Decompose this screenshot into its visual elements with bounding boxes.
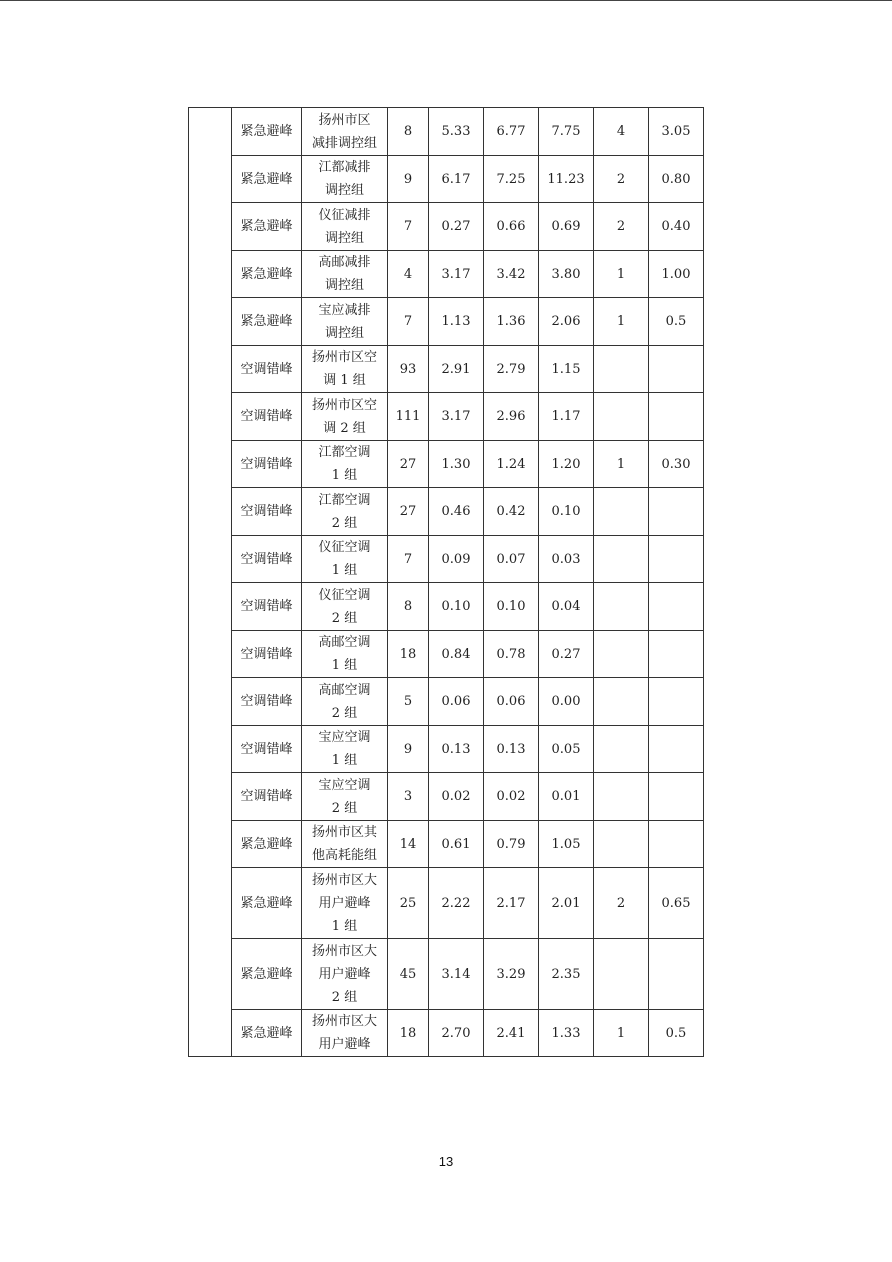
- value-cell-1: 0.02: [429, 773, 484, 821]
- type-cell: 紧急避峰: [232, 203, 302, 251]
- value-cell-5: [649, 346, 704, 393]
- table-row: [189, 773, 704, 821]
- table-row: [189, 393, 704, 441]
- name-cell: [302, 678, 388, 726]
- value-cell-2: 6.77: [484, 108, 539, 156]
- value-cell-2: 0.02: [484, 773, 539, 821]
- type-cell: 空调错峰: [232, 536, 302, 583]
- value-cell-2: 2.41: [484, 1010, 539, 1057]
- value-cell-4: [594, 773, 649, 821]
- type-cell: 紧急避峰: [232, 868, 302, 939]
- name-line: 用户避峰: [318, 1037, 371, 1052]
- value-cell-5: [649, 536, 704, 583]
- name-line: 1 组: [331, 563, 358, 578]
- value-cell-3: 0.69: [539, 203, 594, 251]
- value-cell-1: 2.70: [429, 1010, 484, 1057]
- value-cell-2: 0.06: [484, 678, 539, 726]
- value-cell-3: 0.05: [539, 726, 594, 773]
- value-cell-3: 2.06: [539, 298, 594, 346]
- table-row: [189, 346, 704, 393]
- value-cell-5: 0.80: [649, 156, 704, 203]
- value-cell-3: 1.20: [539, 441, 594, 488]
- type-cell: 空调错峰: [232, 393, 302, 441]
- value-cell-4: 1: [594, 441, 649, 488]
- count-cell: 27: [388, 441, 429, 488]
- type-cell: 紧急避峰: [232, 939, 302, 1010]
- value-cell-1: 0.46: [429, 488, 484, 536]
- value-cell-4: 1: [594, 298, 649, 346]
- name-line: 扬州市区其: [311, 825, 377, 840]
- type-cell: 空调错峰: [232, 726, 302, 773]
- name-cell: [302, 488, 388, 536]
- value-cell-5: [649, 726, 704, 773]
- type-cell: 紧急避峰: [232, 156, 302, 203]
- value-cell-3: 0.01: [539, 773, 594, 821]
- name-line: 调控组: [324, 325, 364, 341]
- name-cell: [302, 536, 388, 583]
- name-cell: [302, 1010, 388, 1057]
- value-cell-5: 0.65: [649, 868, 704, 939]
- value-cell-3: 1.05: [539, 821, 594, 868]
- value-cell-4: [594, 346, 649, 393]
- table-row: [189, 1010, 704, 1057]
- value-cell-2: 0.78: [484, 631, 539, 678]
- name-line: 调控组: [324, 230, 364, 246]
- name-line: 调 2 组: [323, 420, 366, 436]
- value-cell-2: 3.42: [484, 251, 539, 298]
- count-cell: 93: [388, 346, 429, 393]
- value-cell-2: 1.24: [484, 441, 539, 488]
- count-cell: 18: [388, 631, 429, 678]
- value-cell-5: 0.30: [649, 441, 704, 488]
- value-cell-4: [594, 488, 649, 536]
- type-cell: 空调错峰: [232, 346, 302, 393]
- value-cell-4: [594, 678, 649, 726]
- name-cell: [302, 108, 388, 156]
- name-line: 仪征空调: [318, 540, 371, 555]
- value-cell-4: [594, 939, 649, 1010]
- name-cell: [302, 156, 388, 203]
- type-cell: 紧急避峰: [232, 108, 302, 156]
- value-cell-3: 1.33: [539, 1010, 594, 1057]
- value-cell-2: 0.10: [484, 583, 539, 631]
- name-line: 他高耗能组: [311, 848, 377, 863]
- value-cell-5: 3.05: [649, 108, 704, 156]
- value-cell-2: 0.07: [484, 536, 539, 583]
- count-cell: 8: [388, 108, 429, 156]
- name-cell: [302, 821, 388, 868]
- name-line: 宝应空调: [318, 730, 371, 745]
- name-line: 江都减排: [318, 160, 371, 175]
- value-cell-1: 6.17: [429, 156, 484, 203]
- value-cell-4: 1: [594, 1010, 649, 1057]
- value-cell-1: 3.17: [429, 251, 484, 298]
- value-cell-3: 0.04: [539, 583, 594, 631]
- count-cell: 5: [388, 678, 429, 726]
- value-cell-1: 3.14: [429, 939, 484, 1010]
- table-row: [189, 536, 704, 583]
- type-cell: 空调错峰: [232, 631, 302, 678]
- value-cell-2: 1.36: [484, 298, 539, 346]
- name-cell: [302, 868, 388, 939]
- table-row: [189, 441, 704, 488]
- count-cell: 8: [388, 583, 429, 631]
- value-cell-2: 2.17: [484, 868, 539, 939]
- table-row: [189, 298, 704, 346]
- value-cell-2: 0.79: [484, 821, 539, 868]
- table-row: [189, 678, 704, 726]
- value-cell-1: 0.27: [429, 203, 484, 251]
- value-cell-2: 0.13: [484, 726, 539, 773]
- value-cell-4: 2: [594, 156, 649, 203]
- table-row: [189, 156, 704, 203]
- name-line: 仪征空调: [318, 587, 371, 603]
- value-cell-5: [649, 821, 704, 868]
- type-cell: 空调错峰: [232, 678, 302, 726]
- name-line: 调控组: [324, 278, 364, 293]
- value-cell-2: 0.42: [484, 488, 539, 536]
- name-line: 1 组: [331, 468, 358, 483]
- table-row: [189, 203, 704, 251]
- count-cell: 111: [388, 393, 429, 441]
- name-line: 扬州市区大: [311, 1014, 377, 1029]
- count-cell: 7: [388, 203, 429, 251]
- value-cell-2: 7.25: [484, 156, 539, 203]
- value-cell-3: 3.80: [539, 251, 594, 298]
- value-cell-5: [649, 678, 704, 726]
- value-cell-5: [649, 631, 704, 678]
- value-cell-4: [594, 726, 649, 773]
- name-line: 高邮空调: [318, 682, 371, 698]
- value-cell-5: [649, 488, 704, 536]
- name-line: 扬州市区空: [311, 397, 377, 413]
- count-cell: 9: [388, 156, 429, 203]
- type-cell: 空调错峰: [232, 773, 302, 821]
- value-cell-2: 3.29: [484, 939, 539, 1010]
- top-border-line: [0, 0, 892, 1]
- name-line: 调控组: [324, 183, 364, 198]
- value-cell-5: 0.5: [649, 1010, 704, 1057]
- table-row: [189, 108, 704, 156]
- value-cell-5: 0.5: [649, 298, 704, 346]
- table-body: [189, 108, 704, 1057]
- value-cell-3: 7.75: [539, 108, 594, 156]
- name-line: 2 组: [331, 515, 358, 531]
- value-cell-1: 0.10: [429, 583, 484, 631]
- table-row: [189, 488, 704, 536]
- name-line: 扬州市区空: [311, 350, 377, 365]
- value-cell-3: 0.27: [539, 631, 594, 678]
- name-line: 宝应空调: [318, 777, 371, 793]
- name-line: 扬州市区大: [311, 872, 377, 888]
- value-cell-5: [649, 393, 704, 441]
- name-line: 江都空调: [318, 445, 371, 460]
- name-cell: [302, 298, 388, 346]
- value-cell-1: 0.13: [429, 726, 484, 773]
- table-row: [189, 631, 704, 678]
- type-cell: 紧急避峰: [232, 298, 302, 346]
- name-cell: [302, 251, 388, 298]
- name-cell: [302, 203, 388, 251]
- value-cell-5: [649, 583, 704, 631]
- name-line: 调 1 组: [323, 373, 366, 388]
- value-cell-1: 1.30: [429, 441, 484, 488]
- name-cell: [302, 726, 388, 773]
- name-line: 高邮空调: [318, 635, 371, 650]
- count-cell: 14: [388, 821, 429, 868]
- name-line: 扬州市区: [318, 112, 371, 128]
- value-cell-3: 0.00: [539, 678, 594, 726]
- name-line: 江都空调: [318, 492, 371, 508]
- value-cell-1: 3.17: [429, 393, 484, 441]
- table-row: [189, 868, 704, 939]
- value-cell-4: 2: [594, 868, 649, 939]
- name-line: 2 组: [331, 800, 358, 816]
- name-line: 减排调控组: [311, 135, 377, 151]
- count-cell: 27: [388, 488, 429, 536]
- value-cell-2: 2.96: [484, 393, 539, 441]
- value-cell-1: 5.33: [429, 108, 484, 156]
- value-cell-5: 0.40: [649, 203, 704, 251]
- value-cell-4: [594, 536, 649, 583]
- value-cell-3: 0.10: [539, 488, 594, 536]
- value-cell-2: 2.79: [484, 346, 539, 393]
- value-cell-1: 0.84: [429, 631, 484, 678]
- name-line: 高邮减排: [318, 255, 371, 270]
- value-cell-3: 2.35: [539, 939, 594, 1010]
- value-cell-4: [594, 631, 649, 678]
- value-cell-5: [649, 773, 704, 821]
- value-cell-5: 1.00: [649, 251, 704, 298]
- table-row: [189, 821, 704, 868]
- name-line: 1 组: [331, 918, 358, 934]
- value-cell-1: 0.06: [429, 678, 484, 726]
- data-table: [188, 107, 704, 1057]
- value-cell-3: 1.17: [539, 393, 594, 441]
- name-cell: [302, 346, 388, 393]
- value-cell-3: 1.15: [539, 346, 594, 393]
- count-cell: 4: [388, 251, 429, 298]
- name-cell: [302, 773, 388, 821]
- value-cell-4: [594, 393, 649, 441]
- value-cell-1: 1.13: [429, 298, 484, 346]
- count-cell: 7: [388, 536, 429, 583]
- count-cell: 7: [388, 298, 429, 346]
- value-cell-3: 2.01: [539, 868, 594, 939]
- count-cell: 18: [388, 1010, 429, 1057]
- table-row: [189, 583, 704, 631]
- count-cell: 45: [388, 939, 429, 1010]
- value-cell-1: 2.22: [429, 868, 484, 939]
- table-row: [189, 251, 704, 298]
- name-cell: [302, 441, 388, 488]
- table-row: [189, 939, 704, 1010]
- value-cell-3: 0.03: [539, 536, 594, 583]
- count-cell: 9: [388, 726, 429, 773]
- value-cell-4: [594, 583, 649, 631]
- value-cell-5: [649, 939, 704, 1010]
- name-line: 用户避峰: [318, 966, 371, 982]
- page-number: 13: [438, 1154, 454, 1169]
- count-cell: 3: [388, 773, 429, 821]
- value-cell-4: [594, 821, 649, 868]
- name-line: 1 组: [331, 658, 358, 673]
- type-cell: 紧急避峰: [232, 251, 302, 298]
- table-row: [189, 726, 704, 773]
- name-line: 2 组: [331, 610, 358, 626]
- value-cell-2: 0.66: [484, 203, 539, 251]
- value-cell-1: 0.61: [429, 821, 484, 868]
- group-cell: [189, 108, 232, 1057]
- value-cell-1: 2.91: [429, 346, 484, 393]
- value-cell-4: 4: [594, 108, 649, 156]
- name-cell: [302, 583, 388, 631]
- name-cell: [302, 939, 388, 1010]
- name-line: 2 组: [331, 989, 358, 1005]
- name-line: 2 组: [331, 705, 358, 721]
- value-cell-4: 1: [594, 251, 649, 298]
- value-cell-4: 2: [594, 203, 649, 251]
- value-cell-1: 0.09: [429, 536, 484, 583]
- type-cell: 空调错峰: [232, 488, 302, 536]
- type-cell: 紧急避峰: [232, 821, 302, 868]
- name-line: 1 组: [331, 753, 358, 768]
- name-line: 宝应减排: [318, 302, 371, 318]
- type-cell: 紧急避峰: [232, 1010, 302, 1057]
- name-cell: [302, 631, 388, 678]
- type-cell: 空调错峰: [232, 583, 302, 631]
- name-line: 仪征减排: [318, 207, 371, 223]
- name-line: 用户避峰: [318, 895, 371, 911]
- count-cell: 25: [388, 868, 429, 939]
- type-cell: 空调错峰: [232, 441, 302, 488]
- name-cell: [302, 393, 388, 441]
- name-line: 扬州市区大: [311, 943, 377, 959]
- value-cell-3: 11.23: [539, 156, 594, 203]
